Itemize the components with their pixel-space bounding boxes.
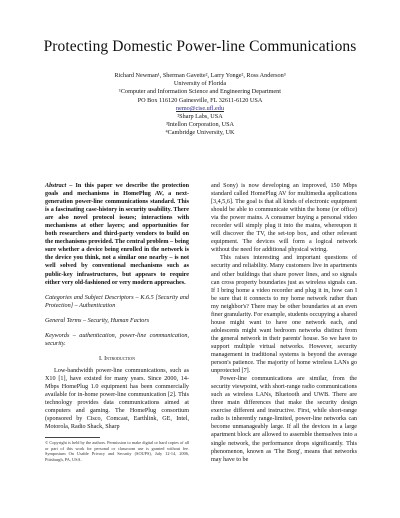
abstract-label: Abstract bbox=[45, 183, 67, 189]
author-email-link[interactable]: nemo@cise.ufl.edu bbox=[176, 104, 224, 112]
affiliation-university: University of Florida bbox=[173, 80, 227, 88]
footnote-divider bbox=[45, 437, 100, 438]
left-column bbox=[45, 182, 189, 463]
author-block bbox=[60, 72, 340, 138]
body-paragraph-2: This raises interesting and important questions of security and reliability. Many customers live in apartments and other buildings that share power lines, and so signals can cross property boundaries just as wireless signals can. If I bring home a video recorder and plug it in, how can I be sure that it connects to my home network rather than my neighbor's? There may be other boundaries at an even finer granularity. For example, students occupying a shared house might want to have one network each, and adolescents might want bedroom networks distinct from the general network in their parents' house. So we have to support multiple virtual networks. However, security management in traditional systems is beyond the average person's patience. The majority of home wireless LANs go unprotected [7]. bbox=[211, 255, 357, 375]
introduction-paragraph: Low-bandwidth power-line communications, such as X10 [1], have existed for many years. Since 2000, 14-Mbps HomePlug 1.0 equipment has been commercially available for in-home power-line communication [2]. This technology provides data communications aimed at computers and gaming. The HomePlug consortium (sponsored by Cisco, Comcast, Earthlink, GE, Intel, Motorola, Radio Shack, Sharp bbox=[45, 367, 189, 431]
paper-title: Protecting Domestic Power-line Communications bbox=[43, 38, 357, 55]
body-paragraph-3: Power-line communications are similar, from the security viewpoint, with short-range radio communications such as wireless LANs, Bluetooth and UWB. There are three main differences that make the security design exercise different and instructive. First, while short-range radio is inherently range-limited, power-line networks can become unmanageably large. If all the devices in a large apartment block are allowed to assemble themselves into a single network, the performance drops significantly. This phenomenon, known as 'The Borg', means that networks may have to be bbox=[211, 376, 357, 463]
affiliation-cambridge: ⁴Cambridge University, UK bbox=[165, 129, 235, 137]
affiliation-sharp: ²Sharp Labs, USA bbox=[177, 113, 223, 121]
affiliation-department: ¹Computer and Information Science and Engineering Department bbox=[119, 88, 281, 96]
abstract-text: – In this paper we describe the protection goals and mechanisms in HomePlug AV, a next-generation power-line communications standard. This is a fascinating case-history in security usability. There are also novel protocol issues; interactions with mechanisms at other layers; and opportunities for both researchers and third-party vendors to build on the mechanisms provided. The central problem – being sure whether a device being enrolled in the network is the device you think, not a similar one nearby – is not well solved by conventional mechanisms such as public-key infrastructures, but appears to require either very old-fashioned or very modern approaches. bbox=[45, 183, 189, 286]
right-column bbox=[211, 182, 357, 464]
section-heading-introduction: I. Introduction bbox=[98, 355, 136, 362]
keywords: Keywords – authentication, power-line communication, security. bbox=[45, 332, 189, 347]
abstract-paragraph bbox=[45, 182, 189, 287]
general-terms: General Terms – Security, Human Factors bbox=[45, 317, 150, 324]
affiliation-intellon: ³Intellon Corporation, USA bbox=[165, 121, 235, 129]
author-names: Richard Newman¹, Sherman Gavette², Larry Yonge², Ross Anderson³ bbox=[114, 72, 286, 79]
categories-descriptors: Categories and Subject Descriptors – K.6.5 [Security and Protection] – Authentication bbox=[45, 294, 189, 309]
affiliation-address: PO Box 116120 Gainesville, FL 32611-6120 USA bbox=[137, 96, 263, 104]
body-paragraph-1: and Sony) is now developing an improved, 150 Mbps standard called HomePlug AV for multimedia applications [3,4,5,6]. The goal is that all kinds of electronic equipment should be able to communicate within the home (or office) via the power mains. A consumer buying a personal video recorder will simply plug it into the mains, whereupon it will discover the TV, the set-top box, and other relevant equipment. The devices will form a logical network without the need for additional physical wiring. bbox=[211, 183, 357, 254]
copyright-footnote: © Copyright is held by the authors. Permission to make digital or hard copies of all or part of this work for personal or classroom use is granted without fee. Symposium On Usable Privacy and Security (SOUPS), July 12-14, 2006, Pittsburgh, PA, USA. bbox=[45, 440, 189, 463]
